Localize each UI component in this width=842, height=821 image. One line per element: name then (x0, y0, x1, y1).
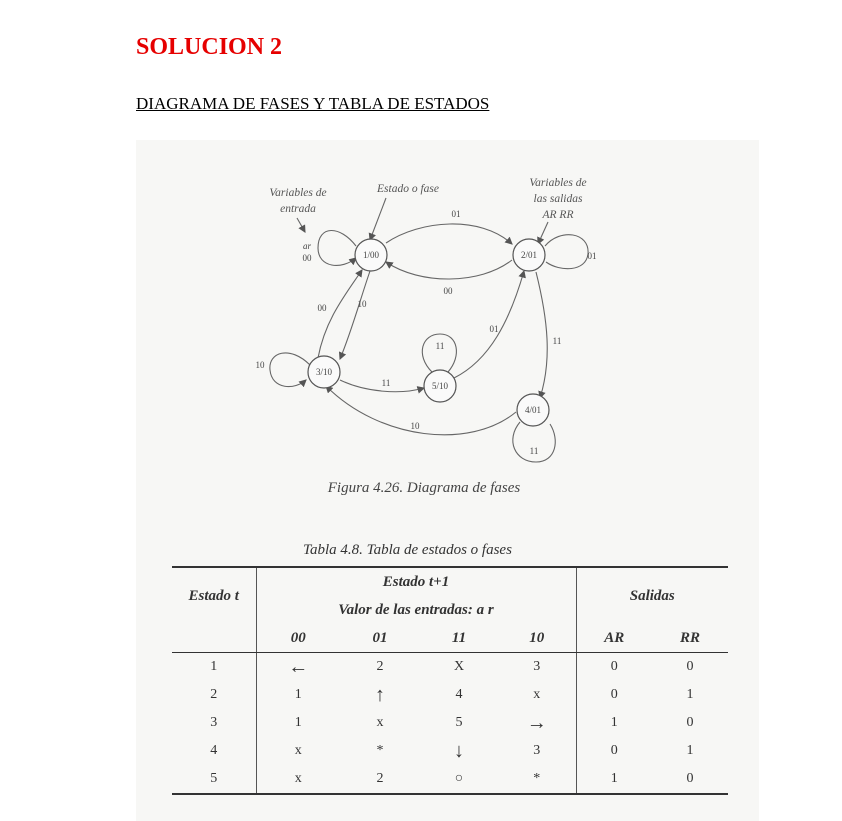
self-loop-1 (318, 230, 356, 265)
state-label-4: 4/01 (524, 405, 542, 415)
state-label-3: 3/10 (315, 367, 333, 377)
transition-4-3 (326, 386, 516, 435)
cell-01: 2 (376, 659, 384, 674)
table-row (172, 653, 728, 682)
cell-ar: 0 (576, 681, 652, 709)
cell-rr: 0 (652, 765, 728, 794)
table-caption: Tabla 4.8. Tabla de estados o fases (303, 542, 512, 558)
cell-ar: 1 (576, 765, 652, 794)
label-t3-1: 00 (317, 303, 327, 313)
label-ar-value: 00 (302, 253, 312, 263)
col-header-01: 01 (340, 624, 420, 653)
label-t4-self: 11 (529, 446, 539, 456)
self-loop-5 (422, 334, 456, 372)
cell-10: * (498, 765, 576, 794)
header-salidas: Salidas (576, 567, 728, 624)
cell-00: 1 (256, 681, 340, 709)
cell-01: ↑ (375, 683, 385, 706)
cell-ar: 0 (576, 737, 652, 765)
cell-00: 1 (256, 709, 340, 737)
state-label-2: 2/01 (520, 250, 538, 260)
cell-10: 3 (533, 659, 541, 674)
cell-00: x (256, 765, 340, 794)
label-t5-2: 01 (489, 324, 499, 334)
section-heading: DIAGRAMA DE FASES Y TABLA DE ESTADOS (136, 94, 490, 113)
cell-rr: 0 (686, 659, 694, 674)
transition-3-1 (318, 270, 362, 358)
cell-state: 4 (210, 743, 218, 758)
col-header-10: 10 (498, 624, 576, 653)
cell-11: ○ (420, 765, 498, 794)
state-label-5: 5/10 (431, 381, 449, 391)
cell-01: 2 (340, 765, 420, 794)
cell-state: 1 (210, 659, 218, 674)
cell-01: x (376, 715, 384, 730)
cell-rr: 1 (686, 743, 694, 758)
cell-10: 3 (533, 743, 541, 758)
label-t2-self: 01 (587, 251, 597, 261)
cell-rr: 0 (686, 715, 694, 730)
state-table-container (172, 566, 728, 795)
cell-state: 2 (210, 687, 218, 702)
state-table (172, 566, 728, 795)
transition-1-2 (386, 224, 512, 244)
label-t1-3: 10 (357, 299, 367, 309)
label-ar: ar (302, 241, 312, 251)
cell-11: 4 (455, 687, 463, 702)
pointer-inputs (297, 218, 305, 232)
cell-11: X (453, 659, 465, 674)
cell-state: 5 (172, 765, 256, 794)
transition-1-3 (340, 271, 370, 359)
cell-00: ← (256, 653, 340, 682)
cell-state: 3 (210, 715, 218, 730)
cell-rr: 1 (686, 687, 694, 702)
header-estado-t: Estado t (172, 567, 256, 624)
table-row (172, 737, 728, 765)
cell-10: x (533, 687, 541, 702)
label-t3-5: 11 (381, 378, 391, 388)
col-header-00: 00 (256, 624, 340, 653)
table-row (172, 765, 728, 794)
table-row (172, 709, 728, 737)
annotation-outputs-2: las salidas (533, 193, 583, 205)
cell-01: * (376, 743, 384, 758)
label-t1-2: 01 (451, 209, 461, 219)
annotation-inputs-2: entrada (280, 203, 316, 215)
self-loop-4 (513, 422, 555, 462)
table-row (172, 681, 728, 709)
col-header-ar: AR (576, 624, 652, 653)
header-valor-entradas: Valor de las entradas: a r (256, 596, 576, 624)
cell-11: ↓ (454, 739, 464, 762)
state-label-1: 1/00 (362, 250, 380, 260)
annotation-outputs-1: Variables de (529, 177, 587, 189)
figure-caption: Figura 4.26. Diagrama de fases (327, 480, 521, 496)
label-t4-3: 10 (410, 421, 420, 431)
self-loop-2 (545, 235, 588, 269)
cell-10: → (526, 711, 547, 734)
annotation-inputs-1: Variables de (269, 187, 327, 199)
cell-11: 5 (455, 715, 463, 730)
page-title: SOLUCION 2 (136, 34, 283, 60)
label-t2-4: 11 (552, 336, 562, 346)
pointer-outputs (538, 222, 548, 244)
cell-ar: 1 (576, 709, 652, 737)
label-t3-self: 10 (255, 360, 265, 370)
transition-2-4 (536, 272, 547, 398)
cell-ar: 0 (576, 653, 652, 682)
annotation-outputs-3: AR RR (542, 209, 574, 221)
col-header-rr: RR (652, 624, 728, 653)
label-t2-1: 00 (443, 286, 453, 296)
header-blank (172, 624, 256, 653)
annotation-state: Estado o fase (377, 183, 439, 195)
label-t5-self: 11 (435, 341, 445, 351)
col-header-11: 11 (420, 624, 498, 653)
cell-00: x (256, 737, 340, 765)
pointer-state (370, 198, 386, 240)
transition-2-1 (386, 260, 512, 279)
header-estado-t1: Estado t+1 (256, 567, 576, 596)
self-loop-3 (270, 353, 310, 387)
